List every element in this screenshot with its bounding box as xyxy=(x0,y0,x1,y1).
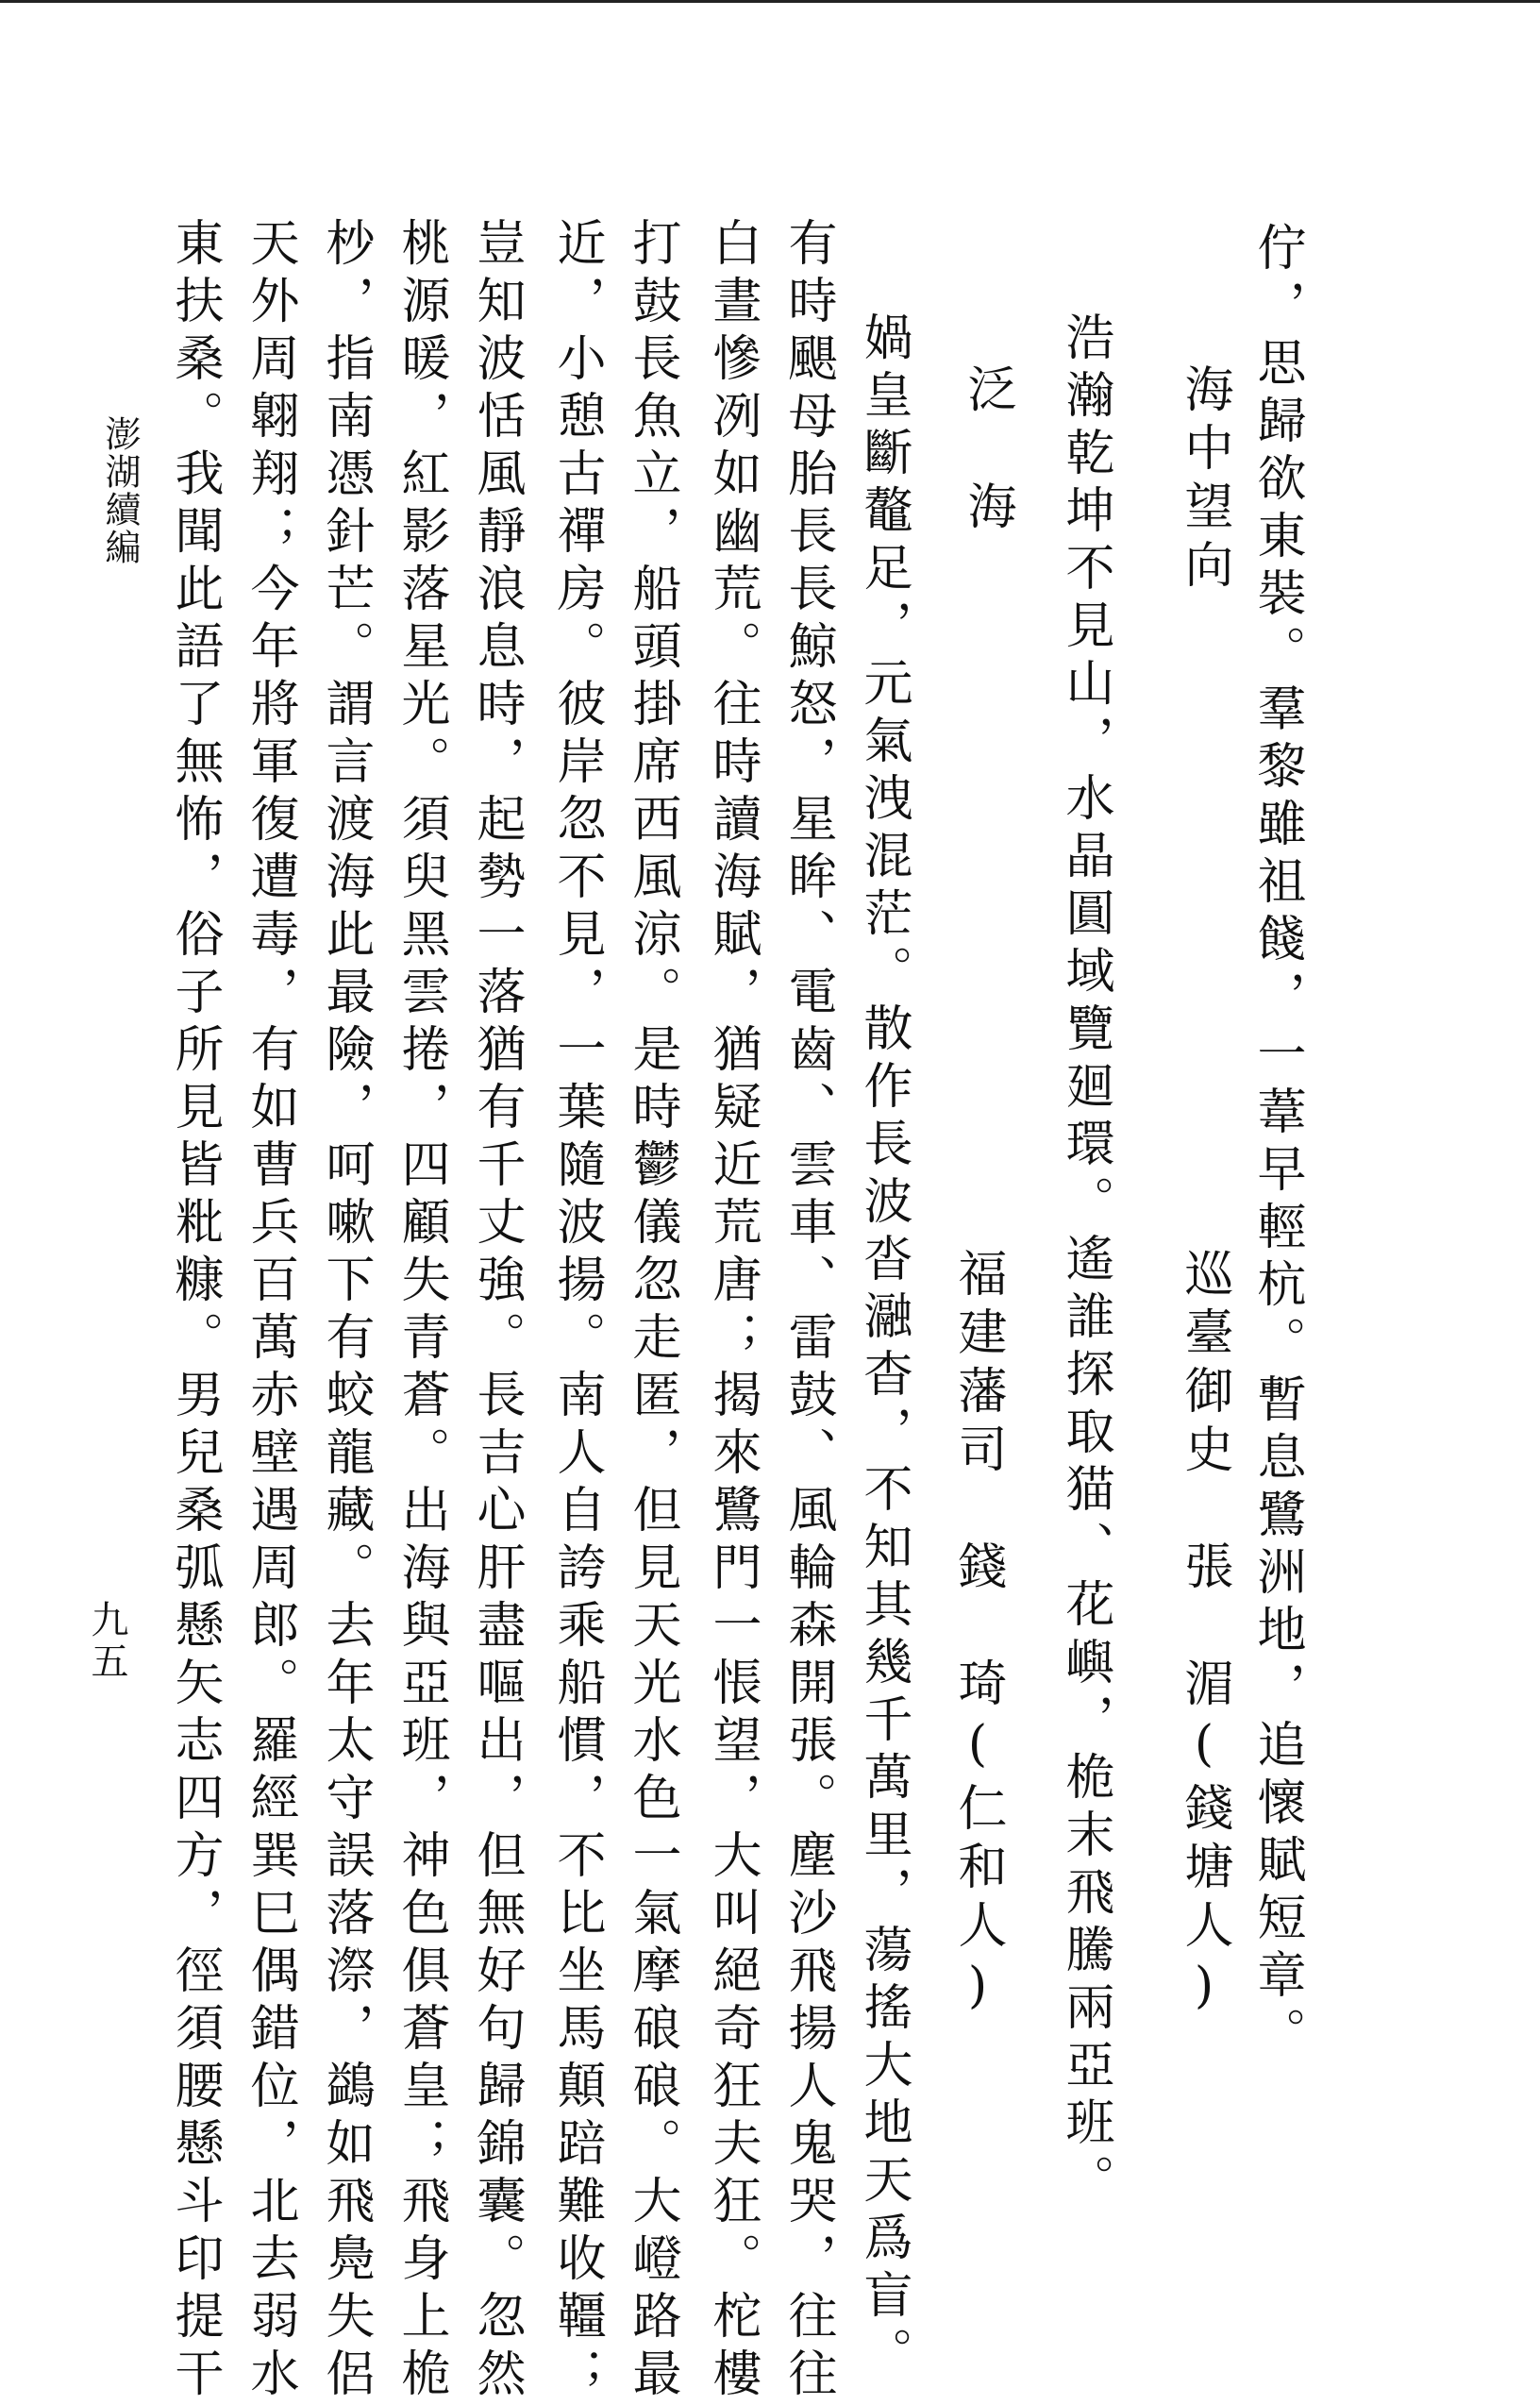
poem-title-fanhai: 泛 海 xyxy=(959,363,1015,539)
text-column-10: 打鼓長魚立，船頭掛席西風涼。是時鬱儀忽走匿，但見天光水色一氣摩硠硠。大嶝路最 xyxy=(624,217,680,2405)
text-column-4: 浩瀚乾坤不見山，水晶圓域覽廻環。遙誰探取猫、花嶼，桅末飛騰兩亞班。 xyxy=(1057,311,1113,2212)
text-column-15: 天外周翺翔；今年將軍復遭毒，有如曹兵百萬赤壁遇周郎。羅經巽巳偶錯位，北去弱水 xyxy=(242,217,298,2405)
text-column-16: 東扶桑。我聞此語了無怖，俗子所見皆粃糠。男兒桑弧懸矢志四方，徑須腰懸斗印提干 xyxy=(166,217,223,2405)
text-column-7: 媧皇斷鼇足，元氣洩混茫。散作長波沓瀜杳，不知其幾千萬里，蕩搖大地天爲盲。 xyxy=(855,311,912,2384)
author-qian-qi: 福建藩司 錢 琦(仁和人) xyxy=(949,1248,1006,2024)
text-column-8: 有時颶母胎長長鯨怒，星眸、電齒、雲車、雷鼓、風輪森開張。塵沙飛揚人鬼哭，往往 xyxy=(779,217,836,2405)
text-column-13: 桃源暖，紅影落星光。須臾黑雲捲，四顧失青蒼。出海與亞班，神色俱蒼皇；飛身上桅 xyxy=(393,217,449,2405)
top-border-rule xyxy=(0,0,1540,3)
text-column-1: 佇，思歸欲東裝。羣黎雖祖餞，一葦早輕杭。暫息鷺洲地，追懷賦短章。 xyxy=(1248,222,1305,2064)
page-number: 九五 xyxy=(85,1600,128,1683)
poem-title-haizhong: 海中望向 xyxy=(1176,363,1232,597)
book-title-runner: 澎湖續編 xyxy=(99,415,141,566)
author-zhang-mei: 巡臺御史 張 湄(錢塘人) xyxy=(1176,1248,1232,2024)
text-column-11: 近，小憩古禪房。彼岸忽不見，一葉隨波揚。南人自誇乘船慣，不比坐馬顛踣難收韁； xyxy=(548,217,605,2405)
text-column-12: 豈知波恬風靜浪息時，起勢一落猶有千丈強。長吉心肝盡嘔出，但無好句歸錦囊。忽然 xyxy=(468,217,525,2405)
text-column-14: 杪，指南憑針芒。謂言渡海此最險，呵嗽下有蛟龍藏。去年太守誤落漈，鷁如飛鳧失侶 xyxy=(317,217,374,2405)
text-column-9: 白晝慘冽如幽荒。往時讀海賦，猶疑近荒唐；揭來鷺門一悵望，大叫絕奇狂夫狂。柁樓 xyxy=(704,217,761,2405)
